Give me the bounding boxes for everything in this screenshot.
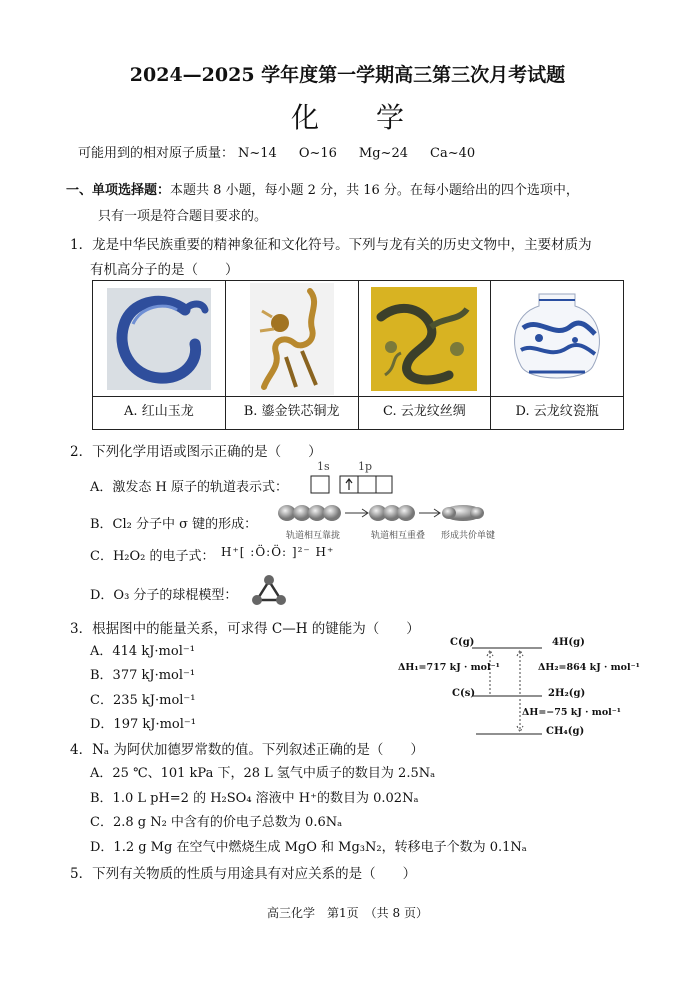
q3-stem: 3．根据图中的能量关系，可求得 C—H 的键能为（ ） bbox=[70, 621, 420, 637]
q3-option-a: A．414 kJ·mol⁻¹ bbox=[90, 644, 195, 659]
orbital-diagram bbox=[310, 474, 394, 496]
q1-option-c-label: C. 云龙纹丝绸 bbox=[359, 396, 491, 429]
section-title: 一、单项选择题： bbox=[66, 183, 171, 198]
porcelain-vase-image bbox=[491, 281, 623, 396]
q1-line1: 1．龙是中华民族重要的精神象征和文化符号。下列与龙有关的历史文物中，主要材质为 bbox=[70, 237, 592, 253]
q5-stem: 5．下列有关物质的性质与用途具有对应关系的是（ ） bbox=[70, 866, 417, 882]
q1-option-d-label: D. 云龙纹瓷瓶 bbox=[491, 396, 623, 429]
atomic-mass-label: 可能用到的相对原子质量： bbox=[78, 146, 235, 161]
level-4h: 4H(g) bbox=[552, 637, 585, 648]
sigma-step-2: 轨道相互重叠 bbox=[371, 531, 426, 541]
q2-option-d: D．O₃ 分子的球棍模型： bbox=[90, 588, 238, 603]
orbital-1p-label: 1p bbox=[358, 460, 373, 473]
level-2h2: 2H₂(g) bbox=[548, 688, 586, 699]
q2-option-a: A．激发态 H 原子的轨道表示式： bbox=[90, 480, 288, 495]
section-instr-2: 只有一项是符合题目要求的。 bbox=[98, 209, 268, 224]
sigma-step-3: 形成共价单键 bbox=[441, 531, 496, 541]
o3-ball-stick-model bbox=[250, 573, 288, 607]
q4-option-d: D．1.2 g Mg 在空气中燃烧生成 MgO 和 Mg₃N₂，转移电子个数为 0.1Nₐ bbox=[90, 840, 527, 855]
q3-option-c: C．235 kJ·mol⁻¹ bbox=[90, 693, 196, 708]
jade-dragon-image bbox=[93, 281, 225, 396]
q1-option-a[interactable] bbox=[93, 281, 226, 430]
q4-stem: 4．Nₐ 为阿伏加德罗常数的值。下列叙述正确的是（ ） bbox=[70, 742, 424, 758]
q3-option-b: B．377 kJ·mol⁻¹ bbox=[90, 668, 196, 683]
level-cs: C(s) bbox=[452, 688, 476, 699]
page-footer: 高三化学 第1页 （共 8 页） bbox=[267, 906, 428, 920]
mass-n: N~14 bbox=[238, 146, 277, 161]
dh-label: ΔH=−75 kJ · mol⁻¹ bbox=[522, 707, 621, 718]
dh2-label: ΔH₂=864 kJ · mol⁻¹ bbox=[538, 662, 640, 673]
mass-ca: Ca~40 bbox=[430, 146, 476, 161]
bronze-dragon-image bbox=[226, 281, 358, 396]
exam-title: 2024—2025 学年度第一学期高三第三次月考试题 bbox=[129, 64, 566, 86]
q1-line2: 有机高分子的是（ ） bbox=[90, 262, 239, 278]
q3-option-d: D．197 kJ·mol⁻¹ bbox=[90, 717, 196, 732]
sigma-bond-diagram bbox=[277, 501, 507, 525]
h2o2-electron-formula: H⁺[ :Ö:Ö: ]²⁻ H⁺ bbox=[221, 545, 335, 559]
subject-title: 化 学 bbox=[291, 101, 428, 134]
energy-diagram bbox=[398, 636, 633, 740]
q4-option-c: C．2.8 g N₂ 中含有的价电子总数为 0.6Nₐ bbox=[90, 815, 343, 830]
section-heading bbox=[66, 179, 579, 198]
mass-o: O~16 bbox=[298, 146, 337, 161]
section-instr-1: 本题共 8 小题，每小题 2 分，共 16 分。在每小题给出的四个选项中， bbox=[170, 183, 579, 198]
q1-option-b-label: B. 鎏金铁芯铜龙 bbox=[226, 396, 358, 429]
q2-stem: 2．下列化学用语或图示正确的是（ ） bbox=[70, 444, 322, 460]
q1-option-b[interactable] bbox=[225, 281, 358, 430]
orbital-1s-label: 1s bbox=[317, 460, 330, 473]
q1-option-a-label: A. 红山玉龙 bbox=[93, 396, 225, 429]
sigma-step-1: 轨道相互靠拢 bbox=[286, 531, 341, 541]
atomic-mass-line bbox=[78, 142, 497, 161]
silk-dragon-image bbox=[359, 281, 491, 396]
q1-image-table bbox=[92, 280, 624, 430]
q2-option-b: B．Cl₂ 分子中 σ 键的形成： bbox=[90, 517, 258, 532]
q1-option-c[interactable] bbox=[358, 281, 491, 430]
mass-mg: Mg~24 bbox=[358, 146, 408, 161]
q4-option-a: A．25 ℃、101 kPa 下，28 L 氢气中质子的数目为 2.5Nₐ bbox=[90, 766, 436, 781]
q2-option-c: C．H₂O₂ 的电子式： bbox=[90, 549, 215, 564]
level-ch4: CH₄(g) bbox=[546, 726, 585, 737]
q4-option-b: B．1.0 L pH=2 的 H₂SO₄ 溶液中 H⁺的数目为 0.02Nₐ bbox=[90, 791, 419, 806]
level-cg: C(g) bbox=[450, 637, 475, 648]
q1-option-d[interactable] bbox=[491, 281, 624, 430]
dh1-label: ΔH₁=717 kJ · mol⁻¹ bbox=[398, 662, 500, 673]
